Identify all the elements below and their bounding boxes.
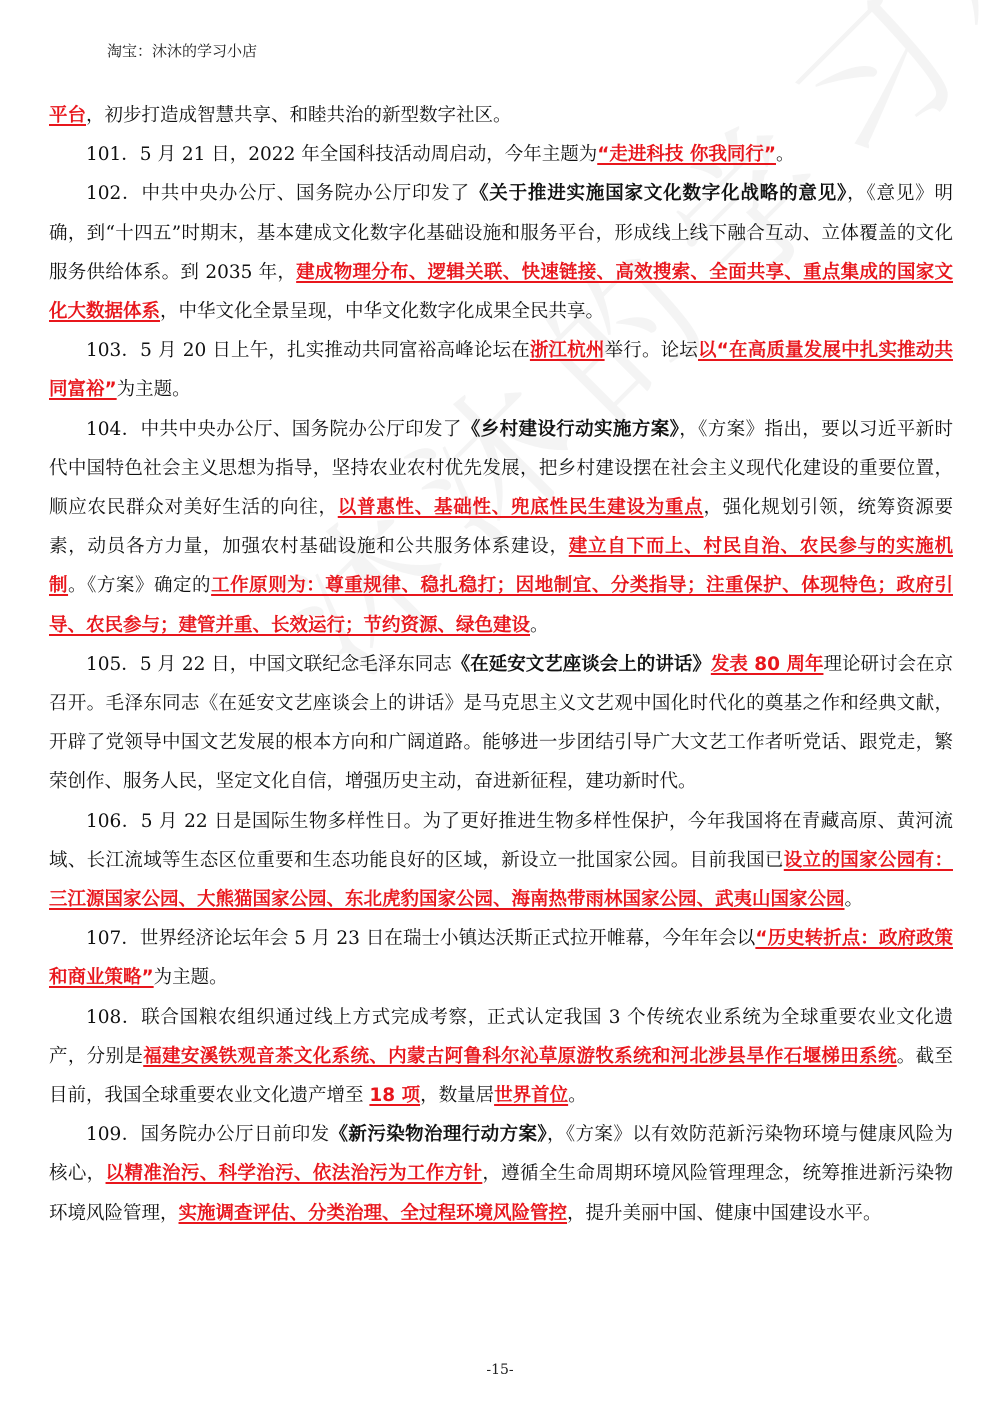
bold-document-title: 《乡村建设行动实施方案》 bbox=[461, 418, 680, 440]
body-text: 。《方案》确定的 bbox=[68, 575, 212, 597]
body-text: 。截至目前，我国全球重要农业文化遗产增至 bbox=[49, 1045, 953, 1107]
body-text: ，中华文化全景呈现，中华文化数字化成果全民共享。 bbox=[160, 301, 605, 323]
body-text: 。 bbox=[776, 144, 795, 166]
body-text: 为主题。 bbox=[153, 967, 228, 989]
body-text: ，《方案》以有效防范新污染物环境与健康风险为核心， bbox=[49, 1124, 953, 1185]
highlighted-key-point: 福建安溪铁观音茶文化系统、内蒙古阿鲁科尔沁草原游牧系统和河北涉县旱作石堰梯田系统 bbox=[143, 1045, 897, 1067]
document-body bbox=[49, 96, 953, 1233]
body-text: ，数量居 bbox=[420, 1085, 495, 1107]
highlighted-key-point: 浙江杭州 bbox=[529, 340, 605, 362]
news-item-paragraph bbox=[49, 645, 953, 802]
highlighted-key-point: 工作原则为：尊重规律、稳扎稳打；因地制宜、分类指导；注重保护、体现特色；政府引导、农民参与；建管并重、长效运行；节约资源、绿色建设 bbox=[49, 575, 953, 636]
news-item-paragraph bbox=[49, 331, 953, 409]
body-text: 为主题。 bbox=[116, 379, 191, 401]
body-text: 。 bbox=[530, 614, 549, 636]
body-text: ，《方案》指出，要以习近平新时代中国特色社会主义思想为指导，坚持农业农村优先发展，把乡村建设摆在社会主义现代化建设的重要位置，顺应农民群众对美好生活的向往， bbox=[49, 418, 953, 519]
bold-document-title: 《关于推进实施国家文化数字化战略的意见》 bbox=[469, 183, 848, 205]
body-text: 理论研讨会在京召开。毛泽东同志《在延安文艺座谈会上的讲话》是马克思主义文艺观中国化时代化的奠基之作和经典文献，开辟了党领导中国文艺发展的根本方向和广阔道路。能够进一步团结引导广大文艺工作者听党话、跟党走，繁荣创作、服务人民，坚定文化自信，增强历史主动，奋进新征程，建功新时代。 bbox=[49, 653, 953, 793]
body-text: ，提升美丽中国、健康中国建设水平。 bbox=[567, 1202, 882, 1224]
news-item-paragraph bbox=[49, 135, 953, 174]
body-text: 106．5 月 22 日是国际生物多样性日。为了更好推进生物多样性保护，今年我国将在青藏高原、黄河流域、长江流域等生态区位重要和生态功能良好的区域，新设立一批国家公园。目前我国已 bbox=[49, 810, 953, 871]
news-item-paragraph bbox=[49, 96, 953, 135]
body-text: ，遵循全生命周期环境风险管理理念，统筹推进新污染物环境风险管理， bbox=[49, 1163, 953, 1224]
page-number: -15- bbox=[486, 1362, 514, 1378]
highlighted-key-point: 平台 bbox=[49, 105, 87, 126]
body-text: 105．5 月 22 日，中国文联纪念毛泽东同志 bbox=[86, 653, 452, 675]
news-item-paragraph bbox=[49, 802, 953, 920]
body-text: 109．国务院办公厅日前印发 bbox=[86, 1124, 330, 1146]
body-text: 举行。论坛 bbox=[604, 340, 698, 362]
highlighted-key-point: 建立自下而上、村民自治、农民参与的实施机制 bbox=[49, 536, 953, 597]
body-text: 。 bbox=[568, 1085, 587, 1107]
highlighted-key-point: 设立的国家公园有：三江源国家公园、大熊猫国家公园、东北虎豹国家公园、海南热带雨林国家公园、武夷山国家公园 bbox=[49, 849, 953, 911]
highlighted-key-point: 18 项 bbox=[369, 1085, 421, 1107]
news-item-paragraph bbox=[49, 998, 953, 1116]
news-item-paragraph bbox=[49, 1115, 953, 1233]
highlighted-key-point: 世界首位 bbox=[494, 1085, 569, 1107]
highlighted-key-point: “走进科技 你我同行” bbox=[597, 144, 776, 166]
body-text: 。 bbox=[844, 889, 864, 911]
body-text: ，强化规划引领，统筹资源要素，动员各方力量，加强农村基础设施和公共服务体系建设， bbox=[49, 497, 953, 558]
highlighted-key-point: 以“在高质量发展中扎实推动共同富裕” bbox=[49, 340, 953, 401]
highlighted-key-point: 实施调查评估、分类治理、全过程环境风险管控 bbox=[178, 1202, 568, 1224]
body-text: ，初步打造成智慧共享、和睦共治的新型数字社区。 bbox=[86, 105, 512, 126]
news-item-paragraph bbox=[49, 410, 953, 645]
news-item-paragraph bbox=[49, 174, 953, 331]
bold-document-title: 《在延安文艺座谈会上的讲话》 bbox=[451, 653, 711, 675]
highlighted-key-point: 以普惠性、基础性、兜底性民生建设为重点 bbox=[337, 497, 704, 519]
page-header: 淘宝：沐沐的学习小店 bbox=[107, 42, 258, 60]
highlighted-key-point: 建成物理分布、逻辑关联、快速链接、高效搜索、全面共享、重点集成的国家文化大数据体系 bbox=[49, 261, 954, 323]
news-item-paragraph bbox=[49, 919, 953, 997]
bold-document-title: 《新污染物治理行动方案》 bbox=[329, 1124, 547, 1146]
body-text: 101．5 月 21 日，2022 年全国科技活动周启动，今年主题为 bbox=[86, 144, 598, 166]
highlighted-key-point: 发表 80 周年 bbox=[710, 653, 824, 675]
body-text: 102．中共中央办公厅、国务院办公厅印发了 bbox=[86, 183, 470, 205]
body-text: 104．中共中央办公厅、国务院办公厅印发了 bbox=[86, 418, 462, 440]
highlighted-key-point: 以精准治污、科学治污、依法治污为工作方针 bbox=[105, 1163, 483, 1185]
body-text: ，《意见》明确，到“十四五”时期末，基本建成文化数字化基础设施和服务平台，形成线上线下融合互动、立体覆盖的文化服务供给体系。到 2035 年， bbox=[49, 183, 953, 283]
highlighted-key-point: “历史转折点：政府政策和商业策略” bbox=[49, 928, 953, 989]
body-text: 108．联合国粮农组织通过线上方式完成考察，正式认定我国 3 个传统农业系统为全球重要农业文化遗产，分别是 bbox=[49, 1006, 953, 1067]
body-text: 107．世界经济论坛年会 5 月 23 日在瑞士小镇达沃斯正式拉开帷幕，今年年会以 bbox=[86, 928, 756, 950]
body-text: 103．5 月 20 日上午，扎实推动共同富裕高峰论坛在 bbox=[86, 340, 530, 362]
